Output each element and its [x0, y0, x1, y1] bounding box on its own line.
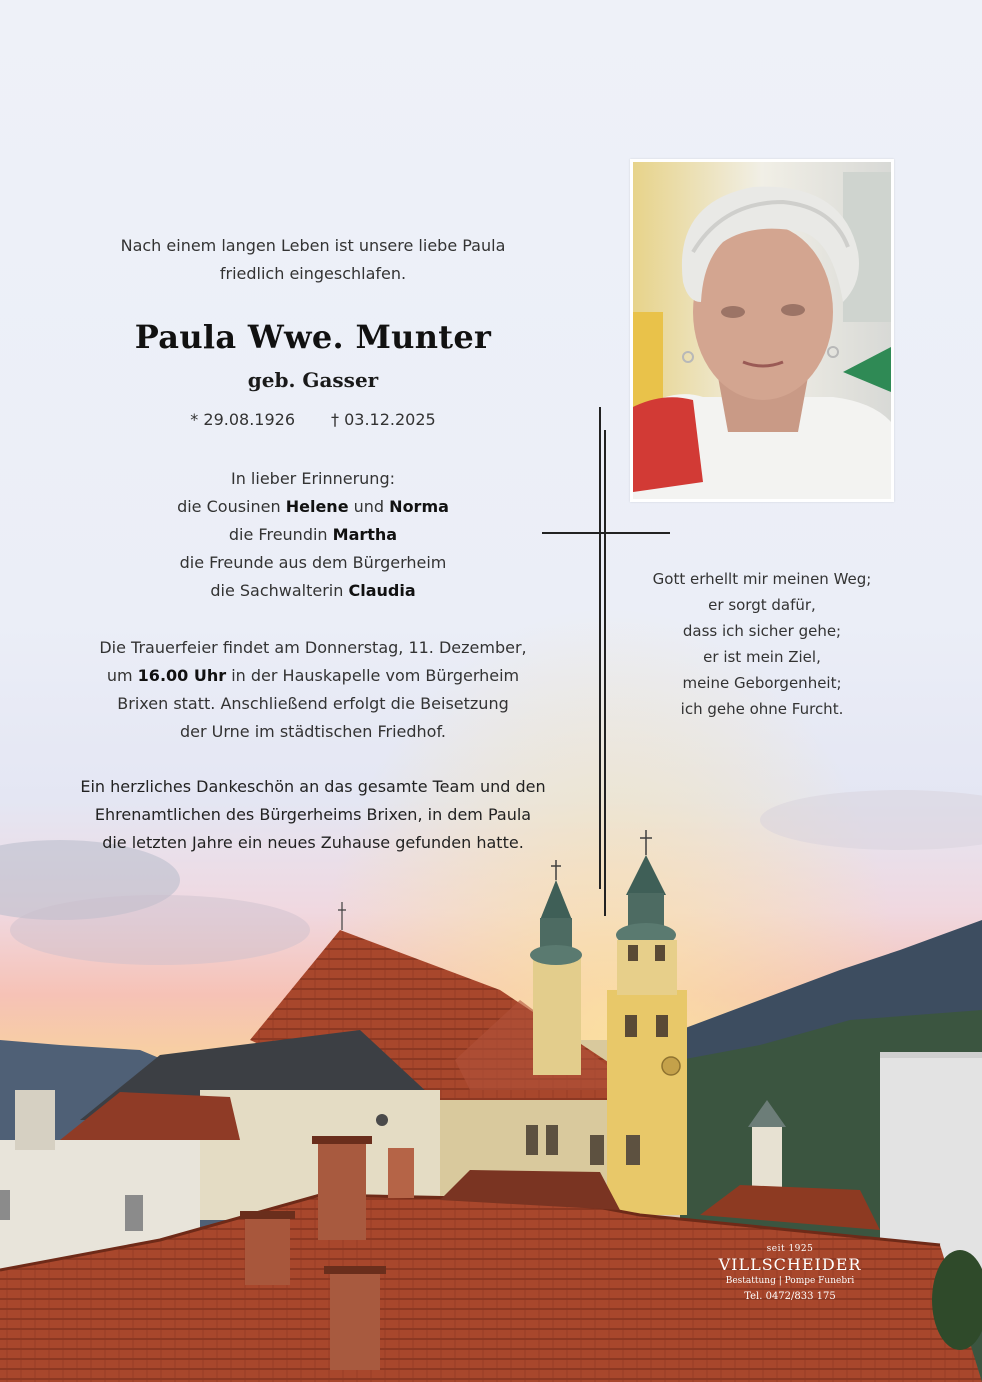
- verse-line: Gott erhellt mir meinen Weg;: [652, 570, 872, 588]
- intro-text: [40, 232, 586, 288]
- funeral-home-logo: [700, 1244, 880, 1302]
- intro-line: friedlich eingeschlafen.: [219, 264, 407, 283]
- portrait-photo: [630, 159, 894, 502]
- guardian-name: Claudia: [348, 581, 416, 600]
- memory-heading: In lieber Erinnerung:: [230, 469, 395, 488]
- verse-line: meine Geborgenheit;: [682, 674, 842, 692]
- cross-icon-offset: [604, 430, 606, 916]
- verse-line: ich gehe ohne Furcht.: [680, 700, 844, 718]
- logo-subtitle: Bestattung | Pompe Funebri: [725, 1276, 855, 1286]
- friend-name: Martha: [332, 525, 398, 544]
- memory-line-cousins: die Cousinen Helene und Norma: [177, 497, 449, 516]
- service-line: der Urne im städtischen Friedhof.: [179, 722, 447, 741]
- thanks-line: die letzten Jahre ein neues Zuhause gefunden hatte.: [102, 833, 524, 852]
- service-line: Die Trauerfeier findet am Donnerstag, 11. Dezember,: [99, 638, 527, 657]
- service-time: 16.00 Uhr: [137, 666, 227, 685]
- logo-phone: Tel. 0472/833 175: [744, 1291, 836, 1302]
- cousin-name: Helene: [285, 497, 349, 516]
- memory-line-guardian: die Sachwalterin Claudia: [210, 581, 416, 600]
- deceased-name: Paula Wwe. Munter: [134, 318, 492, 356]
- memory-line-friend: die Freundin Martha: [228, 525, 398, 544]
- life-dates: [40, 410, 586, 429]
- thanks-section: [40, 773, 586, 857]
- cross-icon-bar: [542, 532, 670, 534]
- thanks-line: Ein herzliches Dankeschön an das gesamte Team und den: [80, 777, 546, 796]
- birth-date: * 29.08.1926: [190, 410, 295, 429]
- memory-section: [40, 465, 586, 605]
- birth-name: geb. Gasser: [247, 368, 379, 392]
- service-section: [40, 634, 586, 746]
- intro-line: Nach einem langen Leben ist unsere liebe Paula: [120, 236, 506, 255]
- service-line: Brixen statt. Anschließend erfolgt die Beisetzung: [117, 694, 509, 713]
- logo-since: seit 1925: [766, 1244, 814, 1254]
- cousin-name: Norma: [389, 497, 449, 516]
- logo-brand: VILLSCHEIDER: [718, 1255, 862, 1274]
- verse-line: dass ich sicher gehe;: [682, 622, 842, 640]
- verse-line: er ist mein Ziel,: [703, 648, 821, 666]
- thanks-line: Ehrenamtlichen des Bürgerheims Brixen, in dem Paula: [94, 805, 532, 824]
- verse-line: er sorgt dafür,: [708, 596, 816, 614]
- bible-verse: [632, 566, 892, 722]
- death-date: † 03.12.2025: [331, 410, 436, 429]
- portrait-image: [633, 162, 891, 499]
- cross-icon: [599, 407, 601, 889]
- memory-line-friends-home: die Freunde aus dem Bürgerheim: [179, 553, 447, 572]
- service-line: um 16.00 Uhr in der Hauskapelle vom Bürgerheim: [106, 666, 520, 685]
